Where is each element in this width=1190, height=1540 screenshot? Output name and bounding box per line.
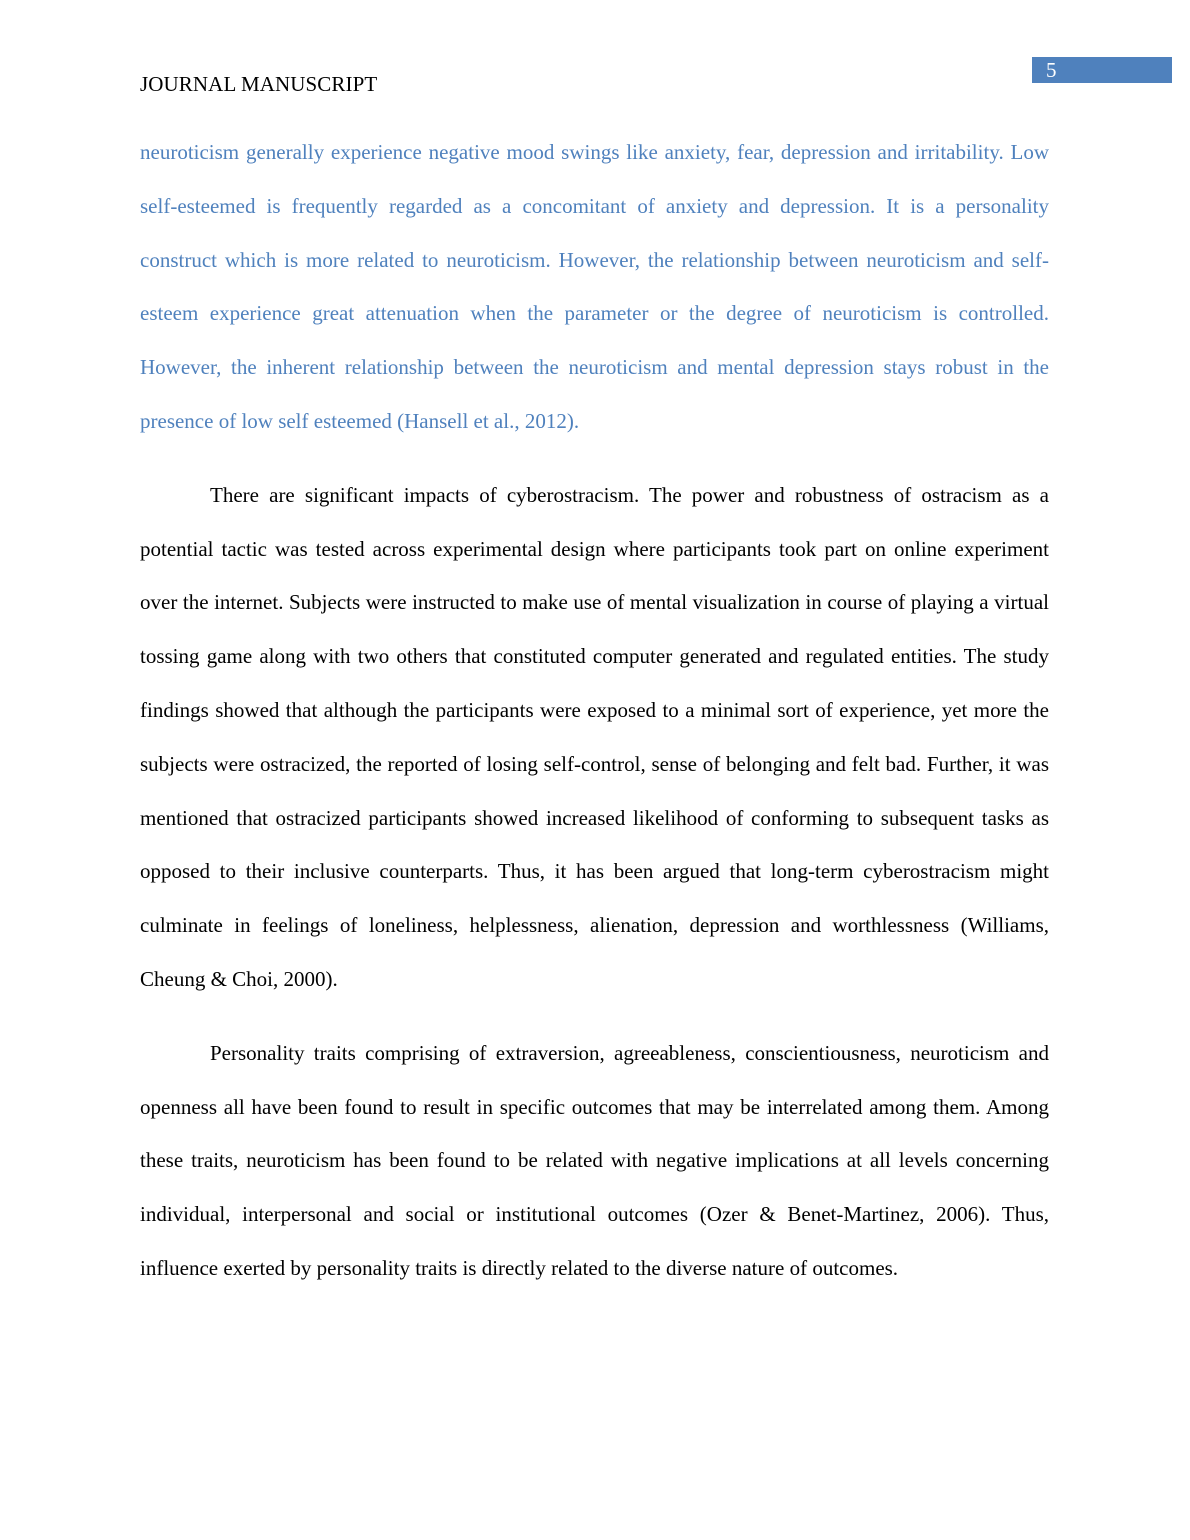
paragraph-cyberostracism: There are significant impacts of cyberostracism. The power and robustness of ostracism as a potential tactic was tested across experimental design where participants took part on online experiment over the internet. Subjects were instructed to make use of mental visualization in course of playing a virtual tossing game along with two others that constituted computer generated and regulated entities. The study findings showed that although the participants were exposed to a minimal sort of experience, yet more the subjects were ostracized, the reported of losing self-control, sense of belonging and felt bad. Further, it was mentioned that ostracized participants showed increased likelihood of conforming to subsequent tasks as opposed to their inclusive counterparts. Thus, it has been argued that long-term cyberostracism might culminate in feelings of loneliness, helplessness, alienation, depression and worthlessness (Williams, Cheung & Choi, 2000). xyxy=(140,482,1049,991)
paragraph-continued-highlighted: neuroticism generally experience negative mood swings like anxiety, fear, depression and irritability. Low self-esteemed is frequently regarded as a concomitant of anxiety and depression. It is a personality construct which is more related to neuroticism. However, the relationship between neuroticism and self-esteem experience great attenuation when the parameter or the degree of neuroticism is controlled. However, the inherent relationship between the neuroticism and mental depression stays robust in the presence of low self esteemed (Hansell et al., 2012). xyxy=(140,140,1049,433)
paragraph-personality-traits: Personality traits comprising of extraversion, agreeableness, conscientiousness, neuroticism and openness all have been found to result in specific outcomes that may be interrelated among them. Among these traits, neuroticism has been found to be related with negative implications at all levels concerning individual, interpersonal and social or institutional outcomes (Ozer & Benet-Martinez, 2006). Thus, influence exerted by personality traits is directly related to the diverse nature of outcomes. xyxy=(140,1040,1049,1280)
page-number: 5 xyxy=(1032,57,1172,83)
document-body xyxy=(140,126,1049,1296)
running-head: JOURNAL MANUSCRIPT xyxy=(140,72,378,96)
